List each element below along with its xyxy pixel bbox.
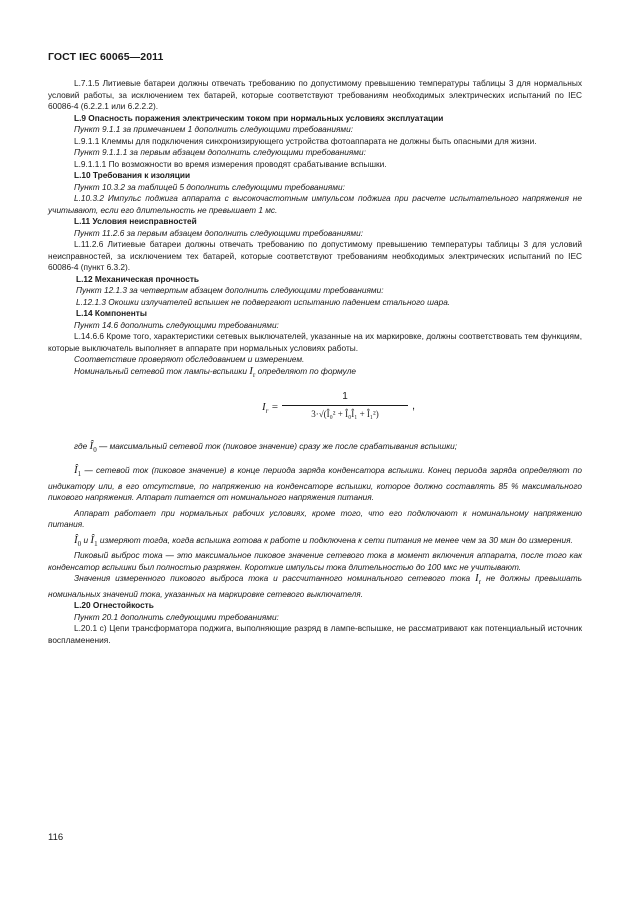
section-heading: L.10 Требования к изоляции — [74, 170, 191, 180]
section-heading: L.9 Опасность поражения электрическим током при нормальных условиях эксплуатации — [74, 112, 444, 123]
paragraph: Соответствие проверяют обследованием и измерением. — [74, 354, 305, 364]
paragraph: Пункт 11.2.6 за первым абзацем дополнить следующими требованиями: — [74, 227, 363, 238]
section-heading: L.12 Механическая прочность — [76, 273, 200, 284]
paragraph: L.11.2.6 Литиевые батареи должны отвечать требованию по допустимому превышению температуры таблицы 3 для условий неисправностей, за исключением тех батарей, которые соответствуют требованиям необходимых электрических испытаний по IEC 60086-4 (пункт 6.3.2). — [48, 239, 582, 272]
symbol-i1: $Î_1$ — [90, 533, 98, 548]
symbol-i0: $Î_0$ — [74, 533, 82, 548]
paragraph: $Î_0$ и $Î_1$ измеряют тогда, когда вспышка готова к работе и подключена к сети питания не менее чем за 30 мин до измерения. — [74, 533, 573, 548]
document-body — [48, 78, 582, 646]
section-heading: L.14 Компоненты — [76, 308, 147, 318]
paragraph: Значения измеренного пикового выброса тока и рассчитанного номинального сетевого тока $I_r$ не должны превышать номинальных значений тока, указанных на маркировке сетевого выключателя. — [48, 572, 582, 599]
paragraph: Пункт 9.1.1.1 за первым абзацем дополнить следующими требованиями: — [74, 147, 366, 157]
paragraph: L.9.1.1.1 По возможности во время измерения проводят срабатывание вспышки. — [74, 158, 387, 169]
fraction-bar — [282, 405, 408, 406]
standard-header: ГОСТ IEC 60065—2011 — [48, 51, 164, 63]
current-symbol: $I_r$ — [475, 572, 482, 587]
symbol-i1: $Î_1$ — [74, 463, 82, 479]
paragraph: L.20.1 c) Цепи трансформатора поджига, выполняющие разряд в лампе-вспышке, не рассматривают как потенциальный источник воспламенения. — [48, 623, 582, 645]
formula-lhs: $I_r$ = — [262, 401, 279, 416]
paragraph: L.7.1.5 Литиевые батареи должны отвечать требованию по допустимому превышению температуры таблицы 3 для нормальных условий работы, за исключением тех батарей, которые соответствуют требованиям необходимых электрических испытаний по IEC 60086-4 (6.2.2.1 или 6.2.2.2). — [48, 78, 582, 111]
paragraph: Пункт 9.1.1 за примечанием 1 дополнить следующими требованиями: — [74, 124, 354, 134]
definition: где $Î_0$ — максимальный сетевой ток (пиковое значение) сразу же после срабатывания вспышки; — [74, 440, 458, 455]
paragraph: Пункт 12.1.3 за четвертым абзацем дополнить следующими требованиями: — [76, 285, 384, 295]
page-number: 116 — [48, 832, 64, 843]
symbol-i0: $Î_0$ — [89, 440, 97, 455]
formula — [48, 387, 582, 435]
paragraph: Пиковый выброс тока — это максимальное пиковое значение сетевого тока в момент включения аппарата, после того как конденсатор вспышки был полностью разряжен. Короткие импульсы тока длительностью до 100 мкс не учитывают. — [48, 550, 582, 572]
definition: $Î_1$ — сетевой ток (пиковое значение) в конце периода заряда конденсатора вспышки. Конец периода заряда определяют по индикатору или, в его отсутствие, по напряжению на конденсаторе вспышки, которое должно составлять 85 % максимального пикового напряжения. Аппарат питается от номинального напряжения питания. — [48, 463, 582, 503]
paragraph: Аппарат работает при нормальных рабочих условиях, кроме того, что его подключают к номинальному напряжению питания. — [48, 507, 582, 530]
formula-numerator: 1 — [342, 391, 348, 403]
formula-comma: , — [412, 400, 416, 413]
formula-fraction — [282, 391, 408, 420]
paragraph: L.9.1.1 Клеммы для подключения синхронизирующего устройства фотоаппарата не должны быть опасными для жизни. — [74, 135, 537, 146]
current-symbol: $I_r$ — [249, 364, 256, 379]
paragraph: L.12.1.3 Окошки излучателей вспышек не подвергают испытанию падением стального шара. — [76, 296, 451, 307]
paragraph: L.14.6.6 Кроме того, характеристики сетевых выключателей, указанные на их маркировке, должны соответствовать тем функциям, которые выключатель выполняет в аппарате при нормальных условиях работы. — [48, 331, 582, 353]
paragraph: Номинальный сетевой ток лампы-вспышки $I_r$ определяют по формуле — [74, 364, 357, 379]
paragraph: Пункт 10.3.2 за таблицей 5 дополнить следующими требованиями: — [74, 181, 345, 192]
paragraph: Пункт 20.1 дополнить следующими требованиями: — [74, 611, 279, 622]
section-heading: L.20 Огнестойкость — [74, 600, 154, 611]
section-heading: L.11 Условия неисправностей — [74, 216, 197, 226]
formula-denominator: 3·√(Î₀² + Î₀Î₁ + Î₁²) — [311, 409, 379, 420]
paragraph: L.10.3.2 Импульс поджига аппарата с высокочастотным импульсом поджига при расчете испытательного напряжения не учитывают, если его длительность не превышает 1 мс. — [48, 193, 582, 215]
paragraph: Пункт 14.6 дополнить следующими требованиями: — [74, 319, 279, 330]
